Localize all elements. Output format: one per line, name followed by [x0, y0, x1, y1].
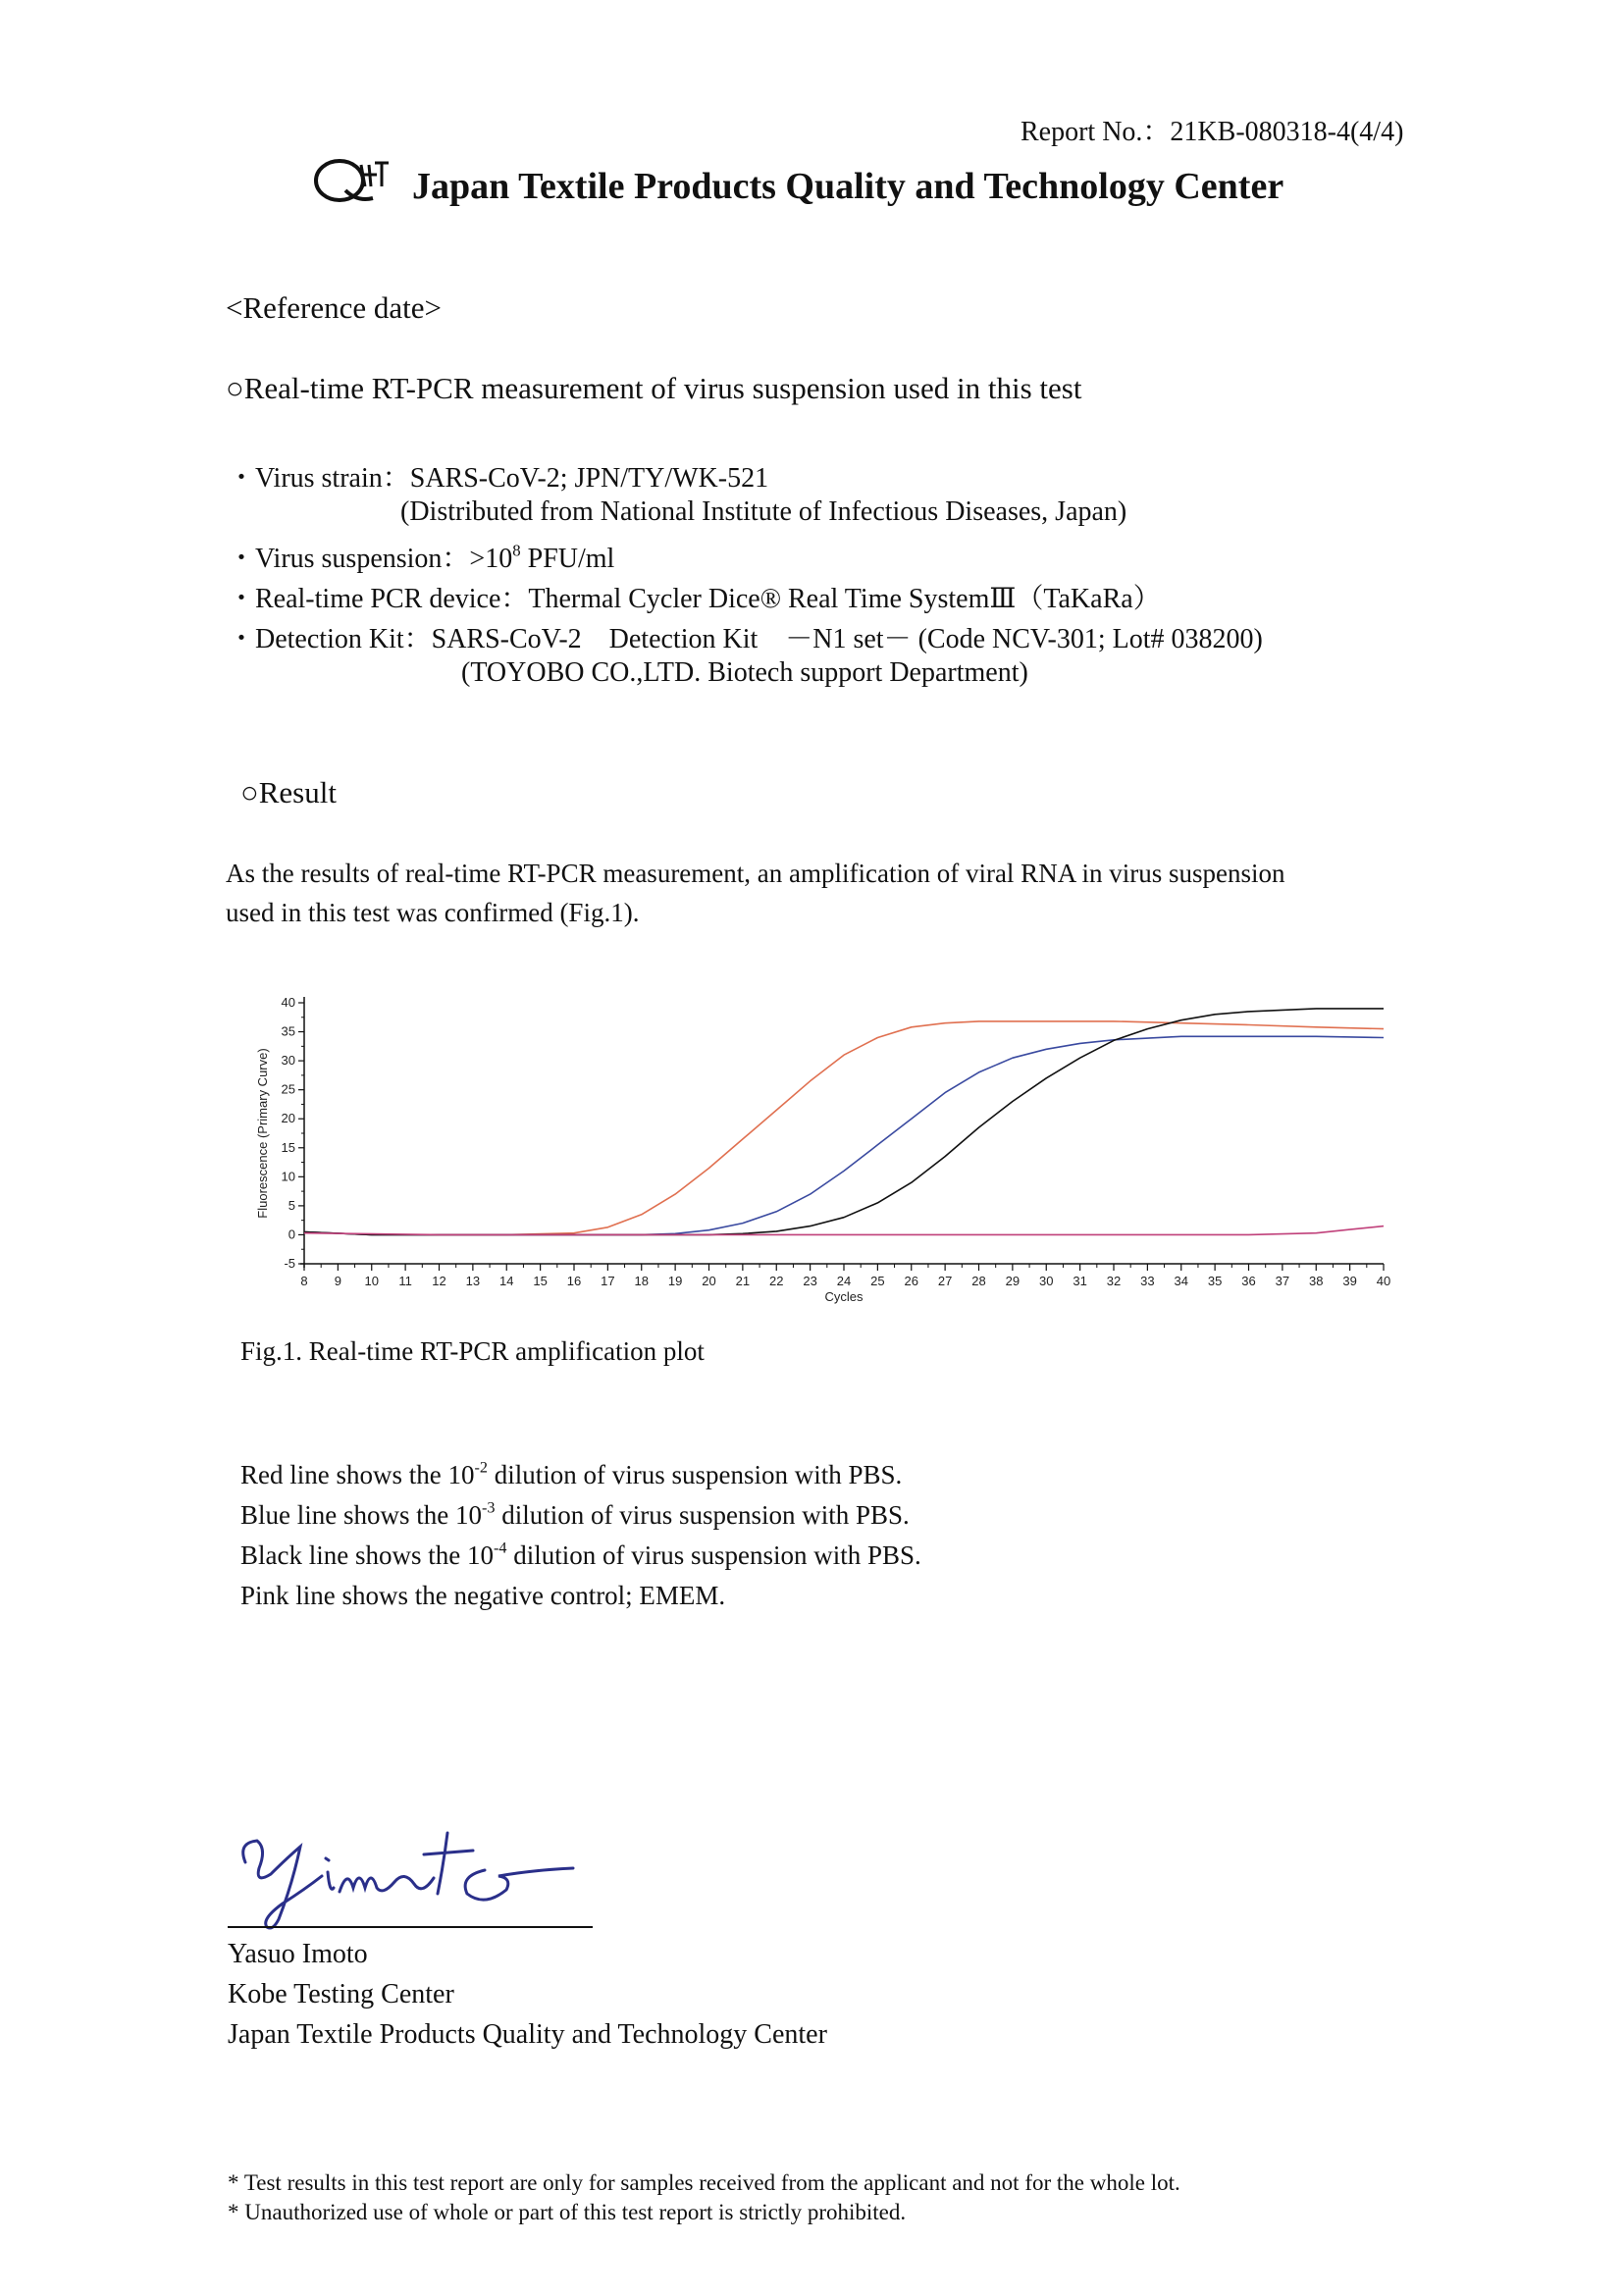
x-tick-label: 9	[334, 1274, 341, 1288]
y-tick-label: 20	[281, 1111, 295, 1126]
y-tick-label: -5	[284, 1256, 295, 1271]
signatory-organization: Japan Textile Products Quality and Technology Center	[228, 2019, 827, 2050]
x-tick-label: 35	[1207, 1274, 1223, 1288]
x-tick-label: 17	[601, 1274, 615, 1288]
result-heading: ○Result	[240, 775, 337, 809]
x-tick-label: 24	[836, 1274, 852, 1288]
footnote-2: * Unauthorized use of whole or part of this test report is strictly prohibited.	[228, 2200, 907, 2224]
legend-black-suffix: dilution of virus suspension with PBS.	[506, 1540, 921, 1570]
footnote-1: * Test results in this test report are only for samples received from the applicant and not for the whole lot.	[228, 2170, 1180, 2195]
x-tick-label: 27	[937, 1274, 953, 1288]
signatory-name: Yasuo Imoto	[228, 1939, 368, 1969]
signatory-office: Kobe Testing Center	[228, 1979, 454, 2009]
x-tick-label: 30	[1039, 1274, 1054, 1288]
x-tick-label: 29	[1005, 1274, 1021, 1288]
legend-black-exponent: -4	[493, 1539, 507, 1557]
x-tick-label: 13	[465, 1274, 481, 1288]
amplification-plot	[245, 981, 1403, 1315]
x-tick-label: 39	[1342, 1274, 1357, 1288]
detection-kit-note: (TOYOBO CO.,LTD. Biotech support Department)	[461, 657, 1028, 688]
series-line-3	[304, 1009, 1384, 1235]
result-paragraph-line-2: used in this test was confirmed (Fig.1).	[226, 898, 640, 927]
x-tick-label: 18	[634, 1274, 649, 1288]
x-tick-label: 23	[803, 1274, 817, 1288]
y-tick-label: 40	[281, 995, 295, 1010]
y-tick-label: 0	[288, 1226, 295, 1242]
x-tick-label: 38	[1309, 1274, 1324, 1288]
virus-strain-note: (Distributed from National Institute of Infectious Diseases, Japan)	[400, 496, 1127, 527]
x-tick-label: 28	[971, 1274, 986, 1288]
result-paragraph-line-1: As the results of real-time RT-PCR measurement, an amplification of viral RNA in virus suspension	[226, 859, 1285, 888]
detection-kit: ・Detection Kit：SARS-CoV-2 Detection Kit －N1 set－ (Code NCV-301; Lot# 038200)	[228, 624, 1263, 654]
virus-strain: ・Virus strain：SARS-CoV-2; JPN/TY/WK-521	[228, 463, 769, 494]
qtec-logo-icon	[306, 147, 394, 216]
x-tick-label: 21	[735, 1274, 751, 1288]
legend-blue-text: Blue line shows the 10	[240, 1500, 482, 1530]
x-tick-label: 10	[364, 1274, 379, 1288]
x-tick-label: 40	[1376, 1274, 1391, 1288]
x-tick-label: 25	[870, 1274, 885, 1288]
y-tick-label: 35	[281, 1023, 295, 1039]
legend-black-line	[240, 1540, 921, 1571]
legend-red-line	[240, 1460, 902, 1490]
legend-red-text: Red line shows the 10	[240, 1460, 475, 1489]
legend-blue-exponent: -3	[481, 1498, 496, 1517]
x-tick-label: 32	[1106, 1274, 1122, 1288]
legend-red-suffix: dilution of virus suspension with PBS.	[487, 1460, 903, 1489]
y-tick-label: 30	[281, 1053, 295, 1069]
x-tick-label: 22	[769, 1274, 784, 1288]
x-axis-label: Cycles	[824, 1289, 864, 1304]
y-tick-label: 15	[281, 1139, 295, 1155]
y-tick-label: 25	[281, 1081, 295, 1097]
result-paragraph	[226, 854, 1284, 932]
report-number: Report No.：21KB-080318-4(4/4)	[1021, 117, 1404, 147]
x-tick-label: 14	[499, 1274, 514, 1288]
y-axis-label: Fluorescence (Primary Curve)	[255, 1048, 270, 1219]
x-tick-label: 8	[300, 1274, 308, 1288]
y-tick-label: 10	[281, 1169, 295, 1184]
legend-black-text: Black line shows the 10	[240, 1540, 494, 1570]
x-tick-label: 11	[398, 1274, 412, 1288]
x-tick-label: 34	[1174, 1274, 1188, 1288]
virus-suspension-exponent: 8	[512, 541, 521, 560]
x-tick-label: 19	[667, 1274, 683, 1288]
x-tick-label: 16	[566, 1274, 582, 1288]
handwritten-signature	[228, 1825, 601, 1943]
y-tick-label: 5	[288, 1197, 295, 1213]
series-line-2	[304, 1036, 1384, 1234]
legend-blue-suffix: dilution of virus suspension with PBS.	[495, 1500, 910, 1530]
signature-rule	[228, 1926, 593, 1928]
reference-heading: <Reference date>	[226, 290, 442, 325]
series-line-4	[304, 1226, 1384, 1235]
series-line-1	[304, 1021, 1384, 1235]
x-tick-label: 31	[1073, 1274, 1087, 1288]
x-tick-label: 20	[702, 1274, 716, 1288]
virus-suspension	[228, 537, 614, 576]
x-tick-label: 36	[1241, 1274, 1256, 1288]
legend-pink-line: Pink line shows the negative control; EMEM.	[240, 1581, 726, 1610]
organization-title: Japan Textile Products Quality and Technology Center	[412, 166, 1284, 207]
legend-blue-line	[240, 1500, 910, 1531]
x-tick-label: 15	[533, 1274, 548, 1288]
section-title: ○Real-time RT-PCR measurement of virus suspension used in this test	[226, 371, 1082, 405]
x-tick-label: 37	[1275, 1274, 1290, 1288]
x-tick-label: 12	[432, 1274, 446, 1288]
virus-suspension-unit: PFU/ml	[520, 544, 615, 574]
x-tick-label: 33	[1140, 1274, 1155, 1288]
pcr-device: ・Real-time PCR device：Thermal Cycler Dice® Real Time SystemⅢ（TaKaRa）	[228, 584, 1161, 614]
legend-red-exponent: -2	[474, 1458, 488, 1477]
x-tick-label: 26	[904, 1274, 918, 1288]
virus-suspension-label: ・Virus suspension：>10	[228, 544, 513, 574]
figure-caption: Fig.1. Real-time RT-PCR amplification plot	[240, 1336, 705, 1366]
